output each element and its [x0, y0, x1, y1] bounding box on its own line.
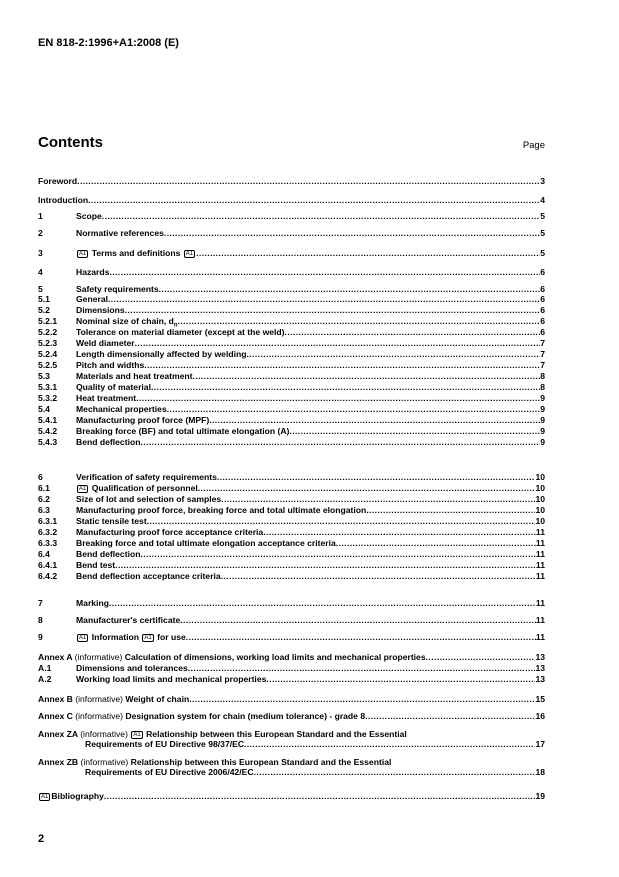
- toc-entry-number: 6.4.1: [38, 560, 58, 570]
- toc-entry-title: Bend deflection: [76, 437, 141, 447]
- dot-leader: [147, 516, 536, 526]
- toc-entry-number: 5.2.3: [38, 338, 58, 348]
- toc-entry-title: Dimensions: [76, 305, 125, 315]
- toc-entry-number: 5.2.2: [38, 327, 58, 337]
- toc-entry-page: 5: [540, 228, 545, 238]
- toc-entry-title: Verification of safety requirements: [76, 472, 217, 482]
- toc-entry-number: 5: [38, 284, 43, 294]
- toc-entry-page: 11: [535, 538, 545, 548]
- dot-leader: [164, 228, 540, 238]
- amendment-marker-icon: A1: [144, 635, 152, 641]
- dot-leader: [108, 294, 540, 304]
- toc-entry-title: Size of lot and selection of samples: [76, 494, 222, 504]
- toc-entry-page: 6: [540, 284, 545, 294]
- page-column-label: Page: [522, 140, 545, 151]
- toc-entry-number: 6.3: [38, 505, 50, 515]
- toc-entry-page: 11: [535, 549, 545, 559]
- toc-entry-title: Manufacturer's certificate: [76, 615, 181, 625]
- dot-leader: [125, 305, 541, 315]
- dot-leader: [140, 549, 535, 559]
- toc-entry-number: 7: [38, 598, 43, 608]
- dot-leader: [186, 632, 536, 642]
- toc-entry-title: Weld diameter: [76, 338, 135, 348]
- toc-entry-page: 6: [540, 327, 545, 337]
- toc-entry-page: 3: [540, 176, 545, 186]
- toc-entry-title: Scope: [76, 211, 102, 221]
- toc-entry-title: Annex ZB (informative) Relationship between this European Standard and the Essential: [38, 757, 392, 767]
- dot-leader: [196, 248, 540, 258]
- toc-entry-title: A1 Terms and definitions A1: [79, 248, 194, 258]
- dot-leader: [198, 483, 536, 493]
- amendment-marker-icon: A1: [41, 794, 49, 800]
- toc-entry-page: 11: [535, 598, 545, 608]
- dot-leader: [140, 437, 540, 447]
- dot-leader: [263, 527, 536, 537]
- toc-entry-page: 5: [540, 248, 545, 258]
- toc-entry-title: Breaking force (BF) and total ultimate elongation (A): [76, 426, 290, 436]
- toc-entry-page: 10: [535, 516, 545, 526]
- toc-entry-number: 5.4.1: [38, 415, 58, 425]
- toc-entry-page: 19: [535, 791, 545, 801]
- dot-leader: [221, 494, 535, 504]
- toc-entry-number: 8: [38, 615, 43, 625]
- toc-entry-page: 7: [540, 338, 545, 348]
- page-number: 2: [38, 833, 45, 845]
- toc-entry-title: Tolerance on material diameter (except at the weld): [76, 327, 285, 337]
- toc-entry-page: 6: [540, 267, 545, 277]
- toc-entry-page: 11: [535, 560, 545, 570]
- dot-leader: [246, 349, 540, 359]
- toc-entry-page: 6: [540, 305, 545, 315]
- toc-entry-page: 7: [540, 349, 545, 359]
- toc-entry-number: 5.2: [38, 305, 50, 315]
- toc-entry-title: Static tensile test: [76, 516, 147, 526]
- toc-entry-page: 10: [535, 505, 545, 515]
- dot-leader: [144, 360, 540, 370]
- toc-entry-page: 8: [540, 371, 545, 381]
- toc-entry-title: Dimensions and tolerances: [76, 663, 188, 673]
- document-header: EN 818-2:1996+A1:2008 (E): [38, 37, 179, 49]
- toc-entry-number: 5.2.5: [38, 360, 58, 370]
- toc-entry-page: 13: [535, 663, 545, 673]
- amendment-marker-icon: A1: [133, 732, 141, 738]
- toc-entry-number: 5.4: [38, 404, 50, 414]
- dot-leader: [285, 327, 541, 337]
- toc-entry-number: 3: [38, 248, 43, 258]
- toc-entry-title: Heat treatment: [76, 393, 137, 403]
- toc-entry-number: 5.4.3: [38, 437, 58, 447]
- toc-entry-title: Annex ZA (informative) A1 Relationship between this European Standard and the Essential: [38, 729, 407, 739]
- dot-leader: [167, 404, 540, 414]
- dot-leader: [115, 560, 536, 570]
- toc-entry-title: Introduction: [38, 195, 89, 205]
- dot-leader: [151, 382, 540, 392]
- dot-leader: [244, 739, 535, 749]
- toc-entry-title: Bend deflection acceptance criteria: [76, 571, 221, 581]
- toc-entry-number: 6.2: [38, 494, 50, 504]
- dot-leader: [221, 571, 536, 581]
- contents-title: Contents: [38, 134, 103, 151]
- dot-leader: [178, 316, 541, 326]
- toc-entry-title: Bend deflection: [76, 549, 141, 559]
- toc-entry-number: 1: [38, 211, 43, 221]
- toc-entry-page: 5: [540, 211, 545, 221]
- toc-entry-number: 9: [38, 632, 43, 642]
- dot-leader: [104, 791, 536, 801]
- toc-entry-title: Marking: [76, 598, 109, 608]
- toc-entry-page: 11: [535, 632, 545, 642]
- toc-entry-page: 9: [540, 426, 545, 436]
- toc-entry-page: 7: [540, 360, 545, 370]
- toc-entry-title: Quality of material: [76, 382, 151, 392]
- toc-entry-title: A1 Qualification of personnel: [79, 483, 198, 493]
- dot-leader: [189, 694, 535, 704]
- dot-leader: [365, 711, 535, 721]
- toc-entry-number: 6.4: [38, 549, 50, 559]
- toc-entry-title: Length dimensionally affected by welding: [76, 349, 247, 359]
- toc-entry-number: 5.3.2: [38, 393, 58, 403]
- toc-entry-page: 10: [535, 494, 545, 504]
- toc-entry-title: Manufacturing proof force acceptance criteria: [76, 527, 264, 537]
- toc-entry-title: Annex C (informative) Designation system for chain (medium tolerance) - grade 8: [38, 711, 366, 721]
- toc-entry-page: 9: [540, 404, 545, 414]
- dot-leader: [180, 615, 536, 625]
- toc-entry-number: 5.1: [38, 294, 50, 304]
- dot-leader: [289, 426, 540, 436]
- dot-leader: [77, 176, 540, 186]
- toc-entry-page: 17: [535, 739, 545, 749]
- amendment-marker-icon: A1: [185, 251, 194, 257]
- toc-entry-number: 6.3.3: [38, 538, 58, 548]
- amendment-marker-icon: A1: [79, 251, 87, 257]
- toc-entry-page: 11: [535, 527, 545, 537]
- amendment-marker-icon: A1: [79, 635, 87, 641]
- toc-entry-title: Materials and heat treatment: [76, 371, 193, 381]
- toc-entry-number: 5.3.1: [38, 382, 58, 392]
- dot-leader: [426, 652, 536, 662]
- toc-entry-page: 9: [540, 437, 545, 447]
- toc-entry-page: 9: [540, 393, 545, 403]
- toc-entry-title: Safety requirements: [76, 284, 159, 294]
- toc-entry-page: 9: [540, 415, 545, 425]
- dot-leader: [254, 767, 536, 777]
- toc-entry-page: 15: [535, 694, 545, 704]
- toc-entry-number: 6.3.2: [38, 527, 58, 537]
- toc-entry-page: 11: [535, 571, 545, 581]
- toc-entry-title: Hazards: [76, 267, 110, 277]
- toc-entry-title: A1 Information A1 for use: [79, 632, 186, 642]
- toc-entry-number: 4: [38, 267, 43, 277]
- toc-entry-title-continued: Requirements of EU Directive 2006/42/EC: [85, 767, 254, 777]
- dot-leader: [366, 505, 535, 515]
- dot-leader: [136, 393, 540, 403]
- toc-entry-title: A1 Bibliography: [41, 791, 104, 801]
- toc-entry-number: 5.3: [38, 371, 50, 381]
- toc-entry-title: Bend test: [76, 560, 116, 570]
- toc-entry-page: 10: [535, 483, 545, 493]
- toc-entry-title: Manufacturing proof force (MPF): [76, 415, 210, 425]
- toc-entry-title-continued: Requirements of EU Directive 98/37/EC: [85, 739, 245, 749]
- toc-entry-title: Annex A (informative) Calculation of dimensions, working load limits and mechanical properties: [38, 652, 426, 662]
- dot-leader: [266, 674, 535, 684]
- amendment-marker-icon: A1: [79, 486, 87, 492]
- toc-entry-number: A.1: [38, 663, 52, 673]
- toc-entry-title: Foreword: [38, 176, 78, 186]
- toc-entry-number: 5.2.4: [38, 349, 58, 359]
- toc-entry-number: 2: [38, 228, 43, 238]
- toc-entry-title: Nominal size of chain, $d_n$: [76, 316, 178, 329]
- toc-entry-title: Working load limits and mechanical properties: [76, 674, 267, 684]
- dot-leader: [109, 267, 540, 277]
- toc-entry-title: General: [76, 294, 109, 304]
- toc-entry-title: Normative references: [76, 228, 164, 238]
- toc-entry-title: Mechanical properties: [76, 404, 167, 414]
- dot-leader: [193, 371, 541, 381]
- toc-entry-number: 6.1: [38, 483, 50, 493]
- toc-entry-page: 13: [535, 674, 545, 684]
- dot-leader: [88, 195, 540, 205]
- toc-entry-title: Annex B (informative) Weight of chain: [38, 694, 190, 704]
- dot-leader: [135, 338, 541, 348]
- toc-entry-number: 6: [38, 472, 43, 482]
- toc-entry-number: 6.3.1: [38, 516, 58, 526]
- toc-entry-number: 5.2.1: [38, 316, 58, 326]
- toc-entry-page: 11: [535, 615, 545, 625]
- toc-entry-number: 5.4.2: [38, 426, 58, 436]
- dot-leader: [336, 538, 536, 548]
- toc-entry-page: 16: [535, 711, 545, 721]
- toc-entry-page: 8: [540, 382, 545, 392]
- toc-entry-title: Breaking force and total ultimate elongation acceptance criteria: [76, 538, 336, 548]
- dot-leader: [188, 663, 536, 673]
- toc-entry-page: 13: [535, 652, 545, 662]
- dot-leader: [209, 415, 540, 425]
- dot-leader: [102, 211, 540, 221]
- dot-leader: [159, 284, 541, 294]
- toc-entry-page: 10: [535, 472, 545, 482]
- toc-entry-number: 6.4.2: [38, 571, 58, 581]
- toc-entry-page: 4: [540, 195, 545, 205]
- toc-entry-page: 18: [535, 767, 545, 777]
- toc-entry-page: 6: [540, 316, 545, 326]
- toc-entry-title: Pitch and widths: [76, 360, 145, 370]
- toc-entry-number: A.2: [38, 674, 52, 684]
- dot-leader: [217, 472, 536, 482]
- toc-entry-title: Manufacturing proof force, breaking force and total ultimate elongation: [76, 505, 367, 515]
- toc-entry-page: 6: [540, 294, 545, 304]
- dot-leader: [109, 598, 536, 608]
